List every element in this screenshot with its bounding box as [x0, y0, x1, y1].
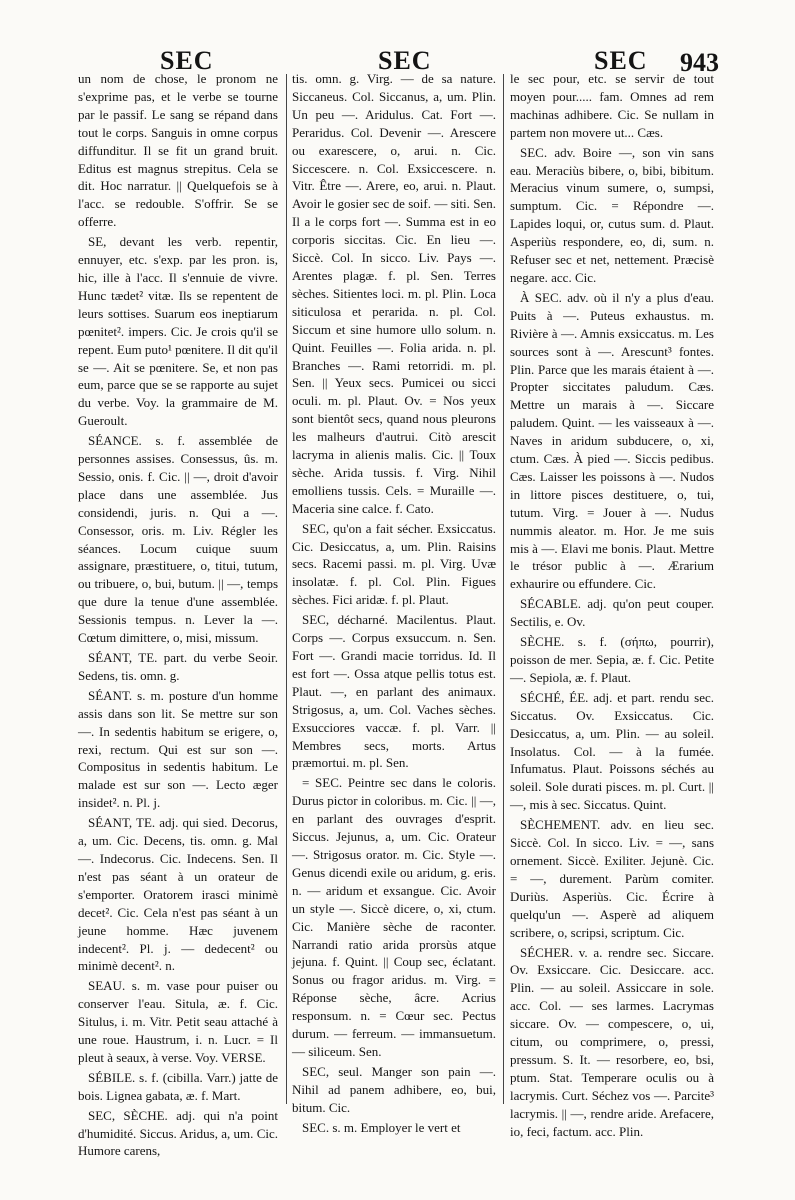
- page-number: 943: [680, 48, 719, 77]
- running-head-right: SEC: [594, 46, 648, 75]
- entry-seant-adj: SÉANT, TE. adj. qui sied. Decorus, a, um. Cic. Decens, tis. omn. g. Mal —. Indecorus. Cic. Indecens. Sen. Il n'est pas séant à un orateur de s'emporter. Oratorem irasci minimè decet². Cic. Cela n'est pas séant à un jeune homme. Hæc juvenem indecent². Pl. j. — dedecent² ou minimè decent². n.: [78, 815, 278, 974]
- column-1: [78, 70, 278, 1162]
- entry-sec-decharne: SEC, décharné. Macilentus. Plaut. Corps —. Corpus exsuccum. n. Sen. Fort —. Grandi macie torridus. Id. Il est fort —. Ossa atque pellis totus est. Plaut. —, en parlant des animaux. Strigosus, a, um. Col. Vaches sèches. Exsucciores vaccæ. f. pl. Varr. || Membres secs, morts. Artus præmortui. m. pl. Sen.: [292, 612, 496, 771]
- entry-sec-seul: SEC, seul. Manger son pain —. Nihil ad panem adhibere, eo, bui, bitum. Cic.: [292, 1063, 496, 1115]
- entry-sec-noun: SEC. s. m. Employer le vert et: [302, 1119, 461, 1135]
- entry-secher: SÉCHER. v. a. rendre sec. Siccare. Ov. Exsiccare. Cic. Desiccare. acc. Plin. — au soleil. Assiccare in sole. acc. Col. — ses larmes. Lacrymas siccare. Ov. — compescere, o, ui, citum, ou comprimere, o, pressi, pressum. S. It. — resorbere, eo, bsi, ptum. Stat. Temperare oculis ou à lacrymis. Curt. Séchez vos —. Parcite³ lacrymis. || —, rendre aride. Arefacere, io, feci, factum. acc. Plin.: [510, 944, 714, 1139]
- entry-sechement: SÈCHEMENT. adv. en lieu sec. Siccè. Col. In sicco. Liv. = —, sans ornement. Siccè. Exiliter. Jejunè. Cic. = —, durement. Parùm comiter. Duriùs. Asperiùs. Cic. Écrire à quelqu'un —. Asperè ad aliquem scribere, o, scripsi, scriptum. Cic.: [510, 817, 714, 940]
- running-head-center: SEC: [378, 46, 432, 75]
- entry-a-sec: À SEC. adv. où il n'y a plus d'eau. Puits à —. Puteus exhaustus. m. Rivière à —. Amnis exsiccatus. m. Les sources sont à —. Arescunt³ fontes. Plin. Parce que les marais étaient à —. Propter siccitates paludum. Cæs. Mettre un marais à —. Siccare paludem. Quint. — les vaisseaux à —. Naves in aridum subducere, o, xi, ctum. Cæs. À pied —. Siccis pedibus. Cæs. Laisser les poissons à —. Nudos in littore pisces destituere, o, tui, tutum. Virg. = Jouer à —. Nudus nummis aleator. m. Hor. Je me suis mis à —. Elavi me bonis. Plaut. Mettre le trésor public à —. Ærarium exhaurire ou effundere. Cic.: [510, 289, 714, 592]
- entry-text: un nom de chose, le pronom ne s'exprime pas, et le verbe se tourne par le passif. Le sang se répand dans tout le corps. Sanguis in omne corpus diffunditur. Il se fit un grand bruit. Editus est magnus strepitus. Cela se dit. Hoc narratur. || Quelquefois se à l'acc. se redouble. S'offrir. Se se offerre.: [78, 71, 278, 230]
- entry-seau: SEAU. s. m. vase pour puiser ou conserver l'eau. Situla, æ. f. Cic. Situlus, i. m. Vitr. Petit seau attaché à une roue. Haustrum, i. n. Lucr. = Il pleut à seaux, à verse. Voy. VERSE.: [78, 978, 278, 1065]
- column-rule-right: [503, 74, 504, 1104]
- entry-secable: SÉCABLE. adj. qu'on peut couper. Sectilis, e. Ov.: [510, 596, 714, 630]
- entry-sec-adv: SEC. adv. Boire —, son vin sans eau. Meraciùs bibere, o, bibi, bibitum. Meracius vinum sumere, o, sumpsi, sumptum. Cic. = Répondre —. Lapides loqui, or, cutus sum. d. Plaut. Asperiùs respondere, eo, di, sum. n. Refuser sec et net, nettement. Præcisè negare. acc. Cic.: [510, 144, 714, 285]
- entry-sec-seche: SEC, qu'on a fait sécher. Exsiccatus. Cic. Desiccatus, a, um. Plin. Raisins secs. Racemi passi. m. pl. Virg. Uvæ insolatæ. f. pl. Col. Plin. Figues sèches. Fici aridæ. f. pl. Plaut.: [292, 520, 496, 608]
- entry-seant-noun: SÉANT. s. m. posture d'un homme assis dans son lit. Se mettre sur son —. In sedentis habitum se erigere, o, rexi, rectum. Qui est sur son —. Compositus in sedentis habitum. Le malade est sur son —. Lecto æger insidet². n. Pl. j.: [78, 687, 278, 811]
- entry-seche: SÈCHE. s. f. (σήπω, pourrir), poisson de mer. Sepia, æ. f. Cic. Petite —. Sepiola, æ. f. Plaut.: [510, 634, 714, 685]
- entry-sec-cont: tis. omn. g. Virg. — de sa nature. Siccaneus. Col. Siccanus, a, um. Plin. Un peu —. Aridulus. Cat. Fort —. Peraridus. Col. Devenir —. Arescere ou exarescere, o, arui. n. Cic. Siccescere. n. Col. Exsiccescere. n. Vitr. Être —. Arere, eo, arui. n. Plaut. Avoir le gosier sec de soif. — siti. Sen. Il a le corps fort —. Summa est in eo corporis siccitas. Cic. En lieu —. Siccè. Col. In sicco. Liv. Pays —. Arentes plagæ. f. pl. Sen. Terres sèches. Sitientes loci. m. pl. Plin. Loca siticulosa et perarida. n. pl. Col. Siccum et sine humore ullo solum. n. Quint. Feuilles —. Folia arida. n. pl. Branches —. Rami retorridi. m. pl. Sen. || Yeux secs. Pumicei ou sicci oculi. m. pl. Plaut. Ov. = Nos yeux sont bientôt secs, quand nous pleurons les malheurs d'autrui. Citò arescit lacryma in alienis malis. Cic. || Toux sèche. Arida tussis. f. Virg. Nihil emolliens tussis. Cels. = Muraille —. Maceria sine calce. f. Cato.: [292, 71, 496, 516]
- entry-sec-noun-cont: le sec pour, etc. se servir de tout moyen pour..... fam. Omnes ad rem machinas adhibere. Cic. Se nullam in partem non movere ut... Cæs.: [510, 71, 714, 140]
- entry-se-verbs: SE, devant les verb. repentir, ennuyer, etc. s'exp. par les pron. is, hic, ille à l'acc. Il s'ennuie de vivre. Hunc tædet² vitæ. Ils se repentent de leurs sottises. Suarum eos ineptiarum pœnitet². impers. Cic. Je crois qu'il se repent. Eum puto¹ pœnitere. Il dit qu'il se —. Ait se pœnitere. Se, et non pas eum, parce que se se rapporte au sujet du verbe. Voy. la grammaire de M. Gueroult.: [78, 234, 278, 429]
- column-2: [292, 70, 496, 1138]
- entry-sec-peintre: = SEC. Peintre sec dans le coloris. Durus pictor in coloribus. m. Cic. || —, en parlant des ouvrages d'esprit. Siccus. Jejunus, a, um. Cic. Orateur —. Strigosus orator. m. Cic. Style —. Genus dicendi exile ou aridum, g. eris. n. — aridum et exsangue. Cic. Avoir un style —. Siccè dicere, o, xi, ctum. Cic. Manière sèche de raconter. Narrandi ratio arida prorsùs atque jejuna. f. Quint. || Coup sec, éclatant. Sonus ou fragor aridus. m. Virg. = Réponse sèche, âcre. Acrius responsum. n. = Cœur sec. Pectus durum. — ferreum. — immansuetum. — siliceum. Sen.: [292, 775, 496, 1059]
- entry-sec: SEC, SÈCHE. adj. qui n'a point d'humidité. Siccus. Aridus, a, um. Cic. Humore carens,: [78, 1107, 278, 1159]
- column-3: [510, 70, 714, 1142]
- entry-seche-adj: SÉCHÉ, ÉE. adj. et part. rendu sec. Siccatus. Ov. Exsiccatus. Cic. Desiccatus, a, um. Plin. — au soleil. Insolatus. Col. — à la fumée. Infumatus. Plaut. Poissons séchés au soleil. Sole durati pisces. m. pl. Curt. || —, mis à sec. Siccatus. Quint.: [510, 689, 714, 813]
- entry-seance: SÉANCE. s. f. assemblée de personnes assises. Consessus, ûs. m. Sessio, onis. f. Cic. || —, droit d'avoir place dans une assemblée. Jus considendi, juris. n. Qui a —. Consessor, oris. m. Liv. Régler les séances. Locum cuique suum assignare, præstituere, o, titui, tutum, ou tribuere, o, bui, butum. || —, temps que dure la tenue d'une assemblée. Sessionis tempus. n. Lever la —. Cœtum dimittere, o, misi, missum.: [78, 433, 278, 646]
- column-rule-left: [286, 74, 287, 1104]
- entry-sebile: SÉBILE. s. f. (cibilla. Varr.) jatte de bois. Lignea gabata, æ. f. Mart.: [78, 1069, 278, 1103]
- entry-seant-part: SÉANT, TE. part. du verbe Seoir. Sedens, tis. omn. g.: [78, 650, 278, 683]
- running-head-left: SEC: [160, 46, 214, 75]
